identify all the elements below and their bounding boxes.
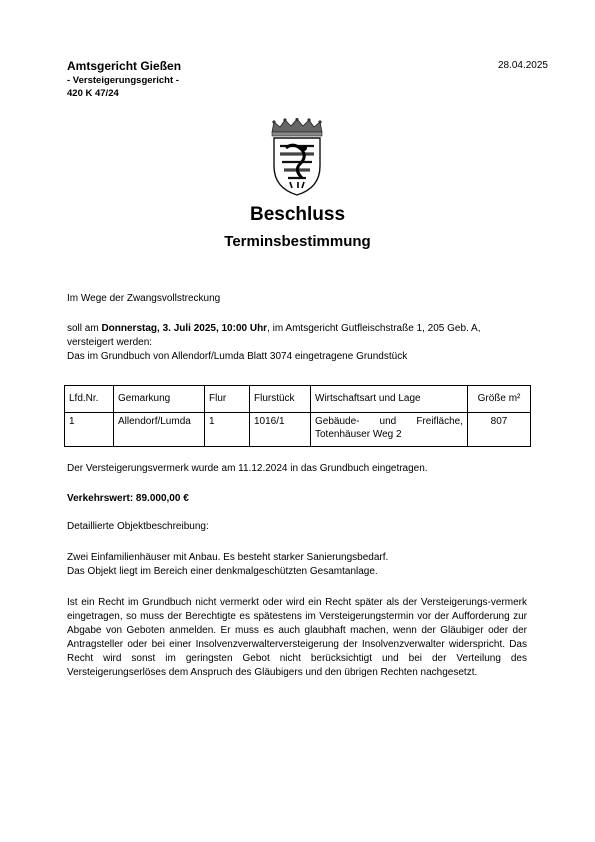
schedule-line-3: Das im Grundbuch von Allendorf/Lumda Blatt 3074 eingetragene Grundstück — [67, 351, 408, 362]
cell-lfd-nr: 1 — [65, 413, 114, 447]
file-number: 420 K 47/24 — [67, 88, 119, 99]
table-row — [65, 413, 531, 447]
col-groesse: Größe m² — [468, 386, 531, 413]
cell-wirtschaftsart-text: Gebäude- und Freifläche, Totenhäuser Weg 2 — [315, 416, 463, 440]
col-flur: Flur — [205, 386, 250, 413]
legal-notice: Ist ein Recht im Grundbuch nicht vermerkt oder wird ein Recht später als der Versteigerungs-vermerk eingetragen, so muss der Berechtigte es spätestens im Versteigerungstermin vor der Aufforderung zur Abgabe von Geboten anmelden. Er muss es auch glaubhaft machen, wenn der Gläubiger oder der Antragsteller oder bei einer Insolvenzverwalterversteigerung der Insolvenzverwalter widerspricht. Das Recht wird sonst im geringsten Gebot nicht berücksichtigt und bei der Verteilung des Versteigerungserlöses dem Anspruch des Gläubigers und den übrigen Rechten nachgesetzt. — [67, 597, 527, 678]
cell-wirtschaftsart — [311, 413, 468, 447]
cell-flurstueck: 1016/1 — [250, 413, 311, 447]
property-table — [64, 385, 531, 447]
col-gemarkung: Gemarkung — [114, 386, 205, 413]
schedule-prefix: soll am — [67, 323, 102, 334]
col-lfd-nr: Lfd.Nr. — [65, 386, 114, 413]
cell-gemarkung: Allendorf/Lumda — [114, 413, 205, 447]
auction-date-time: Donnerstag, 3. Juli 2025, 10:00 Uhr — [101, 323, 268, 334]
court-division: - Versteigerungsgericht - — [67, 75, 179, 86]
court-name: Amtsgericht Gießen — [67, 59, 182, 73]
table-header-row — [65, 386, 531, 413]
col-wirtschaftsart: Wirtschaftsart und Lage — [311, 386, 468, 413]
cell-flur: 1 — [205, 413, 250, 447]
registration-note: Der Versteigerungsvermerk wurde am 11.12.2024 in das Grundbuch eingetragen. — [67, 463, 428, 474]
col-flurstueck: Flurstück — [250, 386, 311, 413]
auction-location: , im Amtsgericht Gutfleischstraße 1, 205 Geb. A, — [267, 323, 481, 334]
schedule-paragraph — [67, 322, 529, 364]
intro-text: Im Wege der Zwangsvollstreckung — [67, 293, 221, 304]
description-line-2: Das Objekt liegt im Bereich einer denkmalgeschützten Gesamtanlage. — [67, 566, 378, 577]
market-value: Verkehrswert: 89.000,00 € — [67, 493, 189, 504]
schedule-line-2: versteigert werden: — [67, 337, 153, 348]
hessen-coat-of-arms-icon — [266, 118, 328, 196]
object-description — [67, 551, 529, 579]
document-subtitle: Terminsbestimmung — [224, 233, 371, 250]
cell-groesse: 807 — [468, 413, 531, 447]
description-line-1: Zwei Einfamilienhäuser mit Anbau. Es besteht starker Sanierungsbedarf. — [67, 552, 389, 563]
document-title: Beschluss — [249, 204, 346, 225]
schedule-line-1 — [67, 322, 529, 336]
document-date: 28.04.2025 — [497, 60, 548, 71]
description-heading: Detaillierte Objektbeschreibung: — [67, 521, 209, 532]
